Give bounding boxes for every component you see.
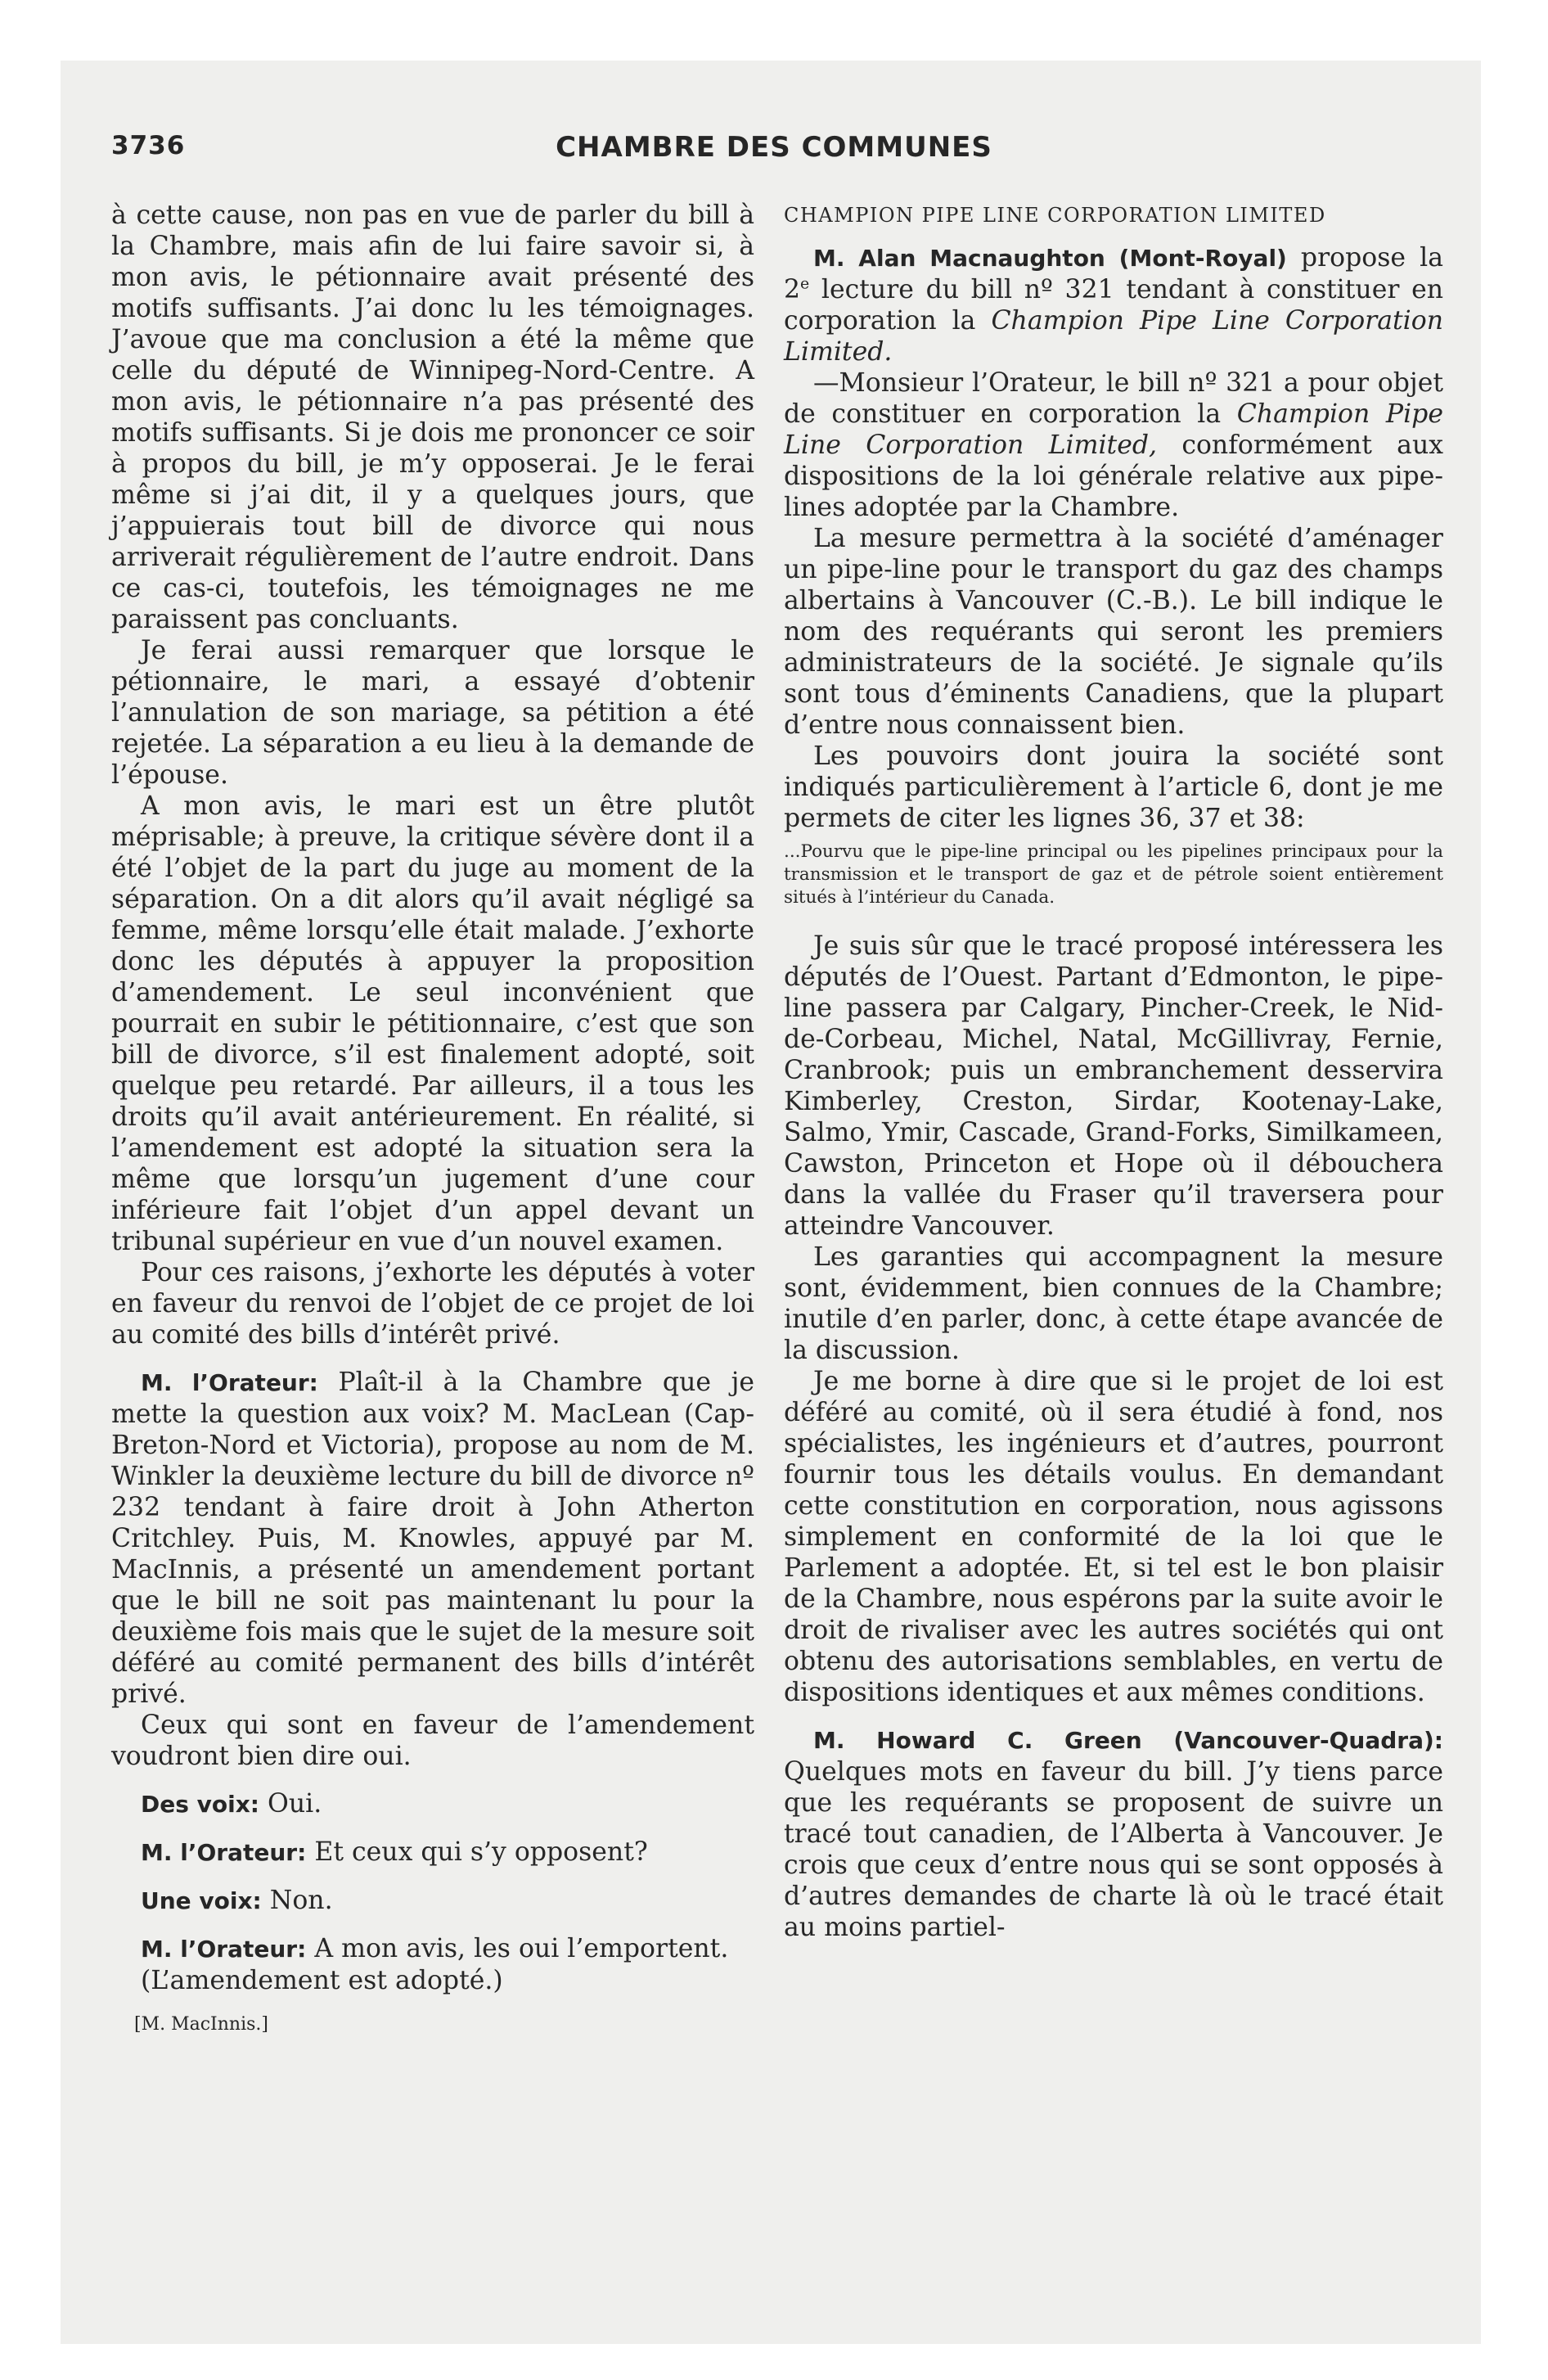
speaker-name: M. Alan Macnaughton (Mont-Royal) [813,245,1287,272]
left-column [111,200,754,2040]
page-number: 3736 [111,131,186,160]
paragraph: à cette cause, non pas en vue de parler du bill à la Chambre, mais afin de lui faire savoir si, à mon avis, le pétionnaire avait présenté des motifs suffisants. J’ai donc lu les témoignages. J’avoue que ma conclusion a été la même que celle du député de Winnipeg-Nord-Centre. A mon avis, le pétionnaire n’a pas présenté des motifs suffisants. Si je dois me prononcer ce soir à propos du bill, je m’y opposerai. Je le ferai même si j’ai dit, il y a quelques jours, que j’appuierais tout bill de divorce qui nous arriverait régulièrement de l’autre endroit. Dans ce cas-ci, toutefois, les témoignages ne me paraissent pas concluants. [111,201,754,634]
speech-paragraph [111,1367,754,1710]
speech-text: A mon avis, les oui l’emportent. [314,1934,729,1963]
paragraph: Pour ces raisons, j’exhorte les députés à voter en faveur du renvoi de l’objet de ce projet de loi au comité des bills d’intérêt privé. [111,1258,754,1350]
section-heading: CHAMPION PIPE LINE CORPORATION LIMITED [784,204,1326,227]
bill-title: Champion Pipe Line Corporation Limited, [784,399,1443,460]
block-quote: ...Pourvu que le pipe-line principal ou les pipelines principaux pour la transmission et le transport de gaz et de pétrole soient entièrement situés à l’intérieur du Canada. [784,841,1443,908]
paragraph: Je suis sûr que le tracé proposé intéressera les députés de l’Ouest. Partant d’Edmonton, le pipe-line passera par Calgary, Pincher-Creek, le Nid-de-Corbeau, Michel, Natal, McGillivray, Fernie, Cranbrook; puis un embranchement desservira Kimberley, Creston, Sirdar, Kootenay-Lake, Salmo, Ymir, Cascade, Grand-Forks, Similkameen, Cawston, Princeton et Hope où il débouchera dans la vallée du Fraser qu’il traversera pour atteindre Vancouver. [784,931,1443,1241]
paragraph: Les garanties qui accompagnent la mesure sont, évidemment, bien connues de la Chambre; inutile d’en parler, donc, à cette étape avancée de la discussion. [784,1242,1443,1365]
speech-paragraph [784,1724,1443,1943]
speaker-name: M. Howard C. Green (Vancouver-Quadra): [813,1727,1443,1754]
speech-text: Plaît-il à la Chambre que je mette la question aux voix? M. MacLean (Cap-Breton-Nord et Victoria), propose au nom de M. Winkler la deuxième lecture du bill de divorce nº 232 tendant à faire droit à John Atherton Critchley. Puis, M. Knowles, appuyé par M. MacInnis, a présenté un amendement portant que le bill ne soit pas maintenant lu pour la deuxième fois mais que le sujet de la mesure soit déféré au comité permanent des bills d’intérêt privé. [111,1368,754,1709]
paragraph: Je me borne à dire que si le projet de loi est déféré au comité, où il sera étudié à fond, nos spécialistes, les ingénieurs et d’autres, pourront fournir tous les détails voulus. En demandant cette constitution en corporation, nous agissons simplement en conformité de la loi que le Parlement a adoptée. Et, si tel est le bon plaisir de la Chambre, nous espérons par la suite avoir le droit de rivaliser avec les autres sociétés qui ont obtenu des autorisations semblables, en vertu de dispositions identiques et aux mêmes conditions. [784,1367,1443,1707]
paragraph: Je ferai aussi remarquer que lorsque le pétionnaire, le mari, a essayé d’obtenir l’annulation de son mariage, sa pétition a été rejetée. La séparation a eu lieu à la demande de l’épouse. [111,636,754,790]
running-head: CHAMBRE DES COMMUNES [556,131,992,164]
bill-title: Champion Pipe Line Corporation Limited. [784,306,1443,367]
speech-paragraph: M. Alan Macnaughton (Mont-Royal) propose la 2e lecture du bill nº 321 tendant à constituer en corporation la Champion Pipe Line Corporation Limited. [784,243,1443,367]
superscript: e [800,274,810,293]
speaker-footnote: [M. MacInnis.] [134,2014,268,2035]
speech-text: Et ceux qui s’y opposent? [314,1837,648,1867]
speech-paragraph [111,1837,754,1868]
speaker-name: M. l’Orateur: [141,1839,307,1866]
paragraph: Ceux qui sont en faveur de l’amendement voudront bien dire oui. [111,1711,754,1771]
paragraph: —Monsieur l’Orateur, le bill nº 321 a pour objet de constituer en corporation la Champion Pipe Line Corporation Limited, conformément aux dispositions de la loi générale relative aux pipe-lines adoptée par la Chambre. [784,368,1443,522]
speech-text: Non. [269,1886,333,1915]
speaker-name: M. l’Orateur: [141,1369,318,1396]
paragraph: Les pouvoirs dont jouira la société sont indiqués particulièrement à l’article 6, dont je me permets de citer les lignes 36, 37 et 38: [784,741,1443,833]
procedural-note: (L’amendement est adopté.) [141,1966,503,1995]
speech-paragraph [111,1788,754,1820]
speech-paragraph [111,1933,754,1965]
speaker-name: M. l’Orateur: [141,1936,307,1963]
speaker-name: Des voix: [141,1791,259,1818]
speech-text: Quelques mots en faveur du bill. J’y tiens parce que les requérants se proposent de suivre un tracé tout canadien, de l’Alberta à Vancouver. Je crois que ceux d’entre nous qui se sont opposés à d’autres demandes de charte là où le tracé était au moins partiel- [784,1757,1443,1942]
speaker-name: Une voix: [141,1887,262,1914]
speech-text: Oui. [268,1789,322,1819]
right-column [784,200,1443,1943]
paragraph: A mon avis, le mari est un être plutôt méprisable; à preuve, la critique sévère dont il a été l’objet de la part du juge au moment de la séparation. On a dit alors qu’il avait négligé sa femme, même lorsqu’elle était malade. J’exhorte donc les députés à appuyer la proposition d’amendement. Le seul inconvénient que pourrait en subir le pétitionnaire, c’est que son bill de divorce, s’il est finalement adopté, soit quelque peu retardé. Par ailleurs, il a tous les droits qu’il avait antérieurement. En réalité, si l’amendement est adopté la situation sera la même que lorsqu’un jugement d’une cour inférieure fait l’objet d’un appel devant un tribunal supérieur en vue d’un nouvel examen. [111,791,754,1256]
paragraph: La mesure permettra à la société d’aménager un pipe-line pour le transport du gaz des champs albertains à Vancouver (C.-B.). Le bill indique le nom des requérants qui seront les premiers administrateurs de la société. Je signale qu’ils sont tous d’éminents Canadiens, que la plupart d’entre nous connaissent bien. [784,524,1443,740]
speech-paragraph [111,1885,754,1917]
